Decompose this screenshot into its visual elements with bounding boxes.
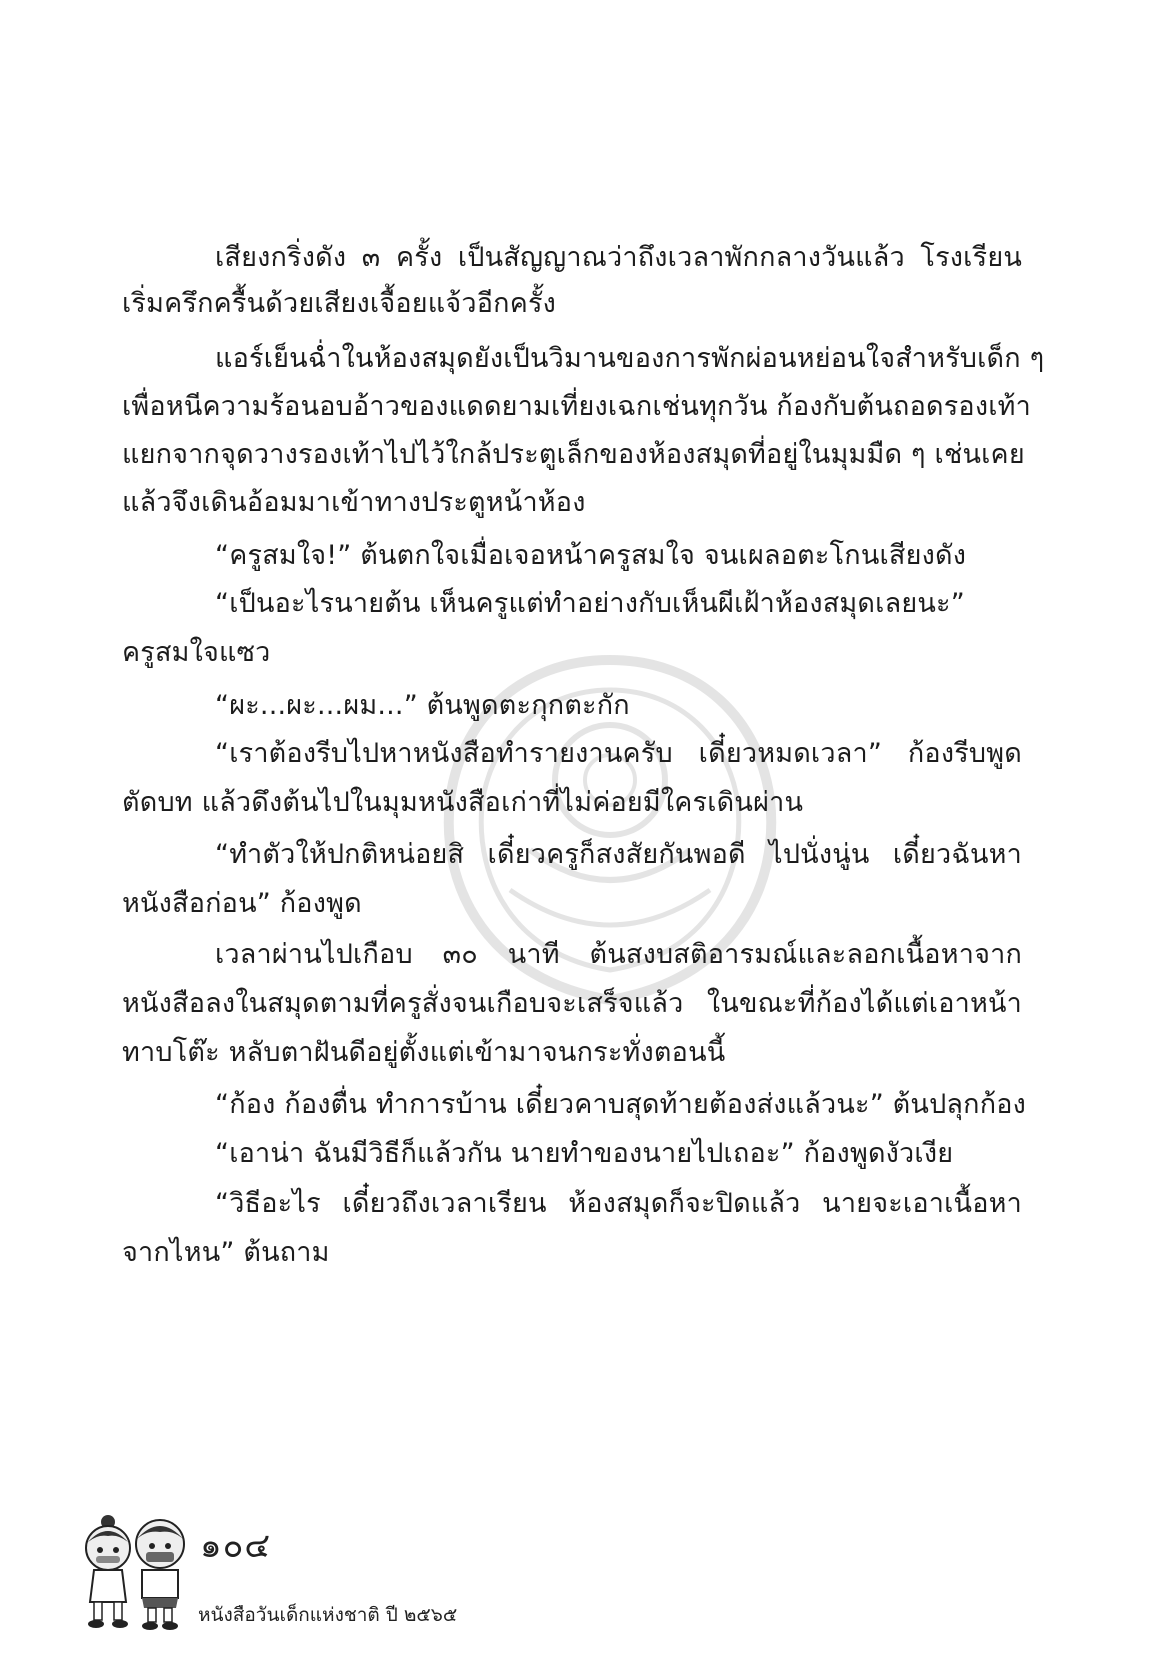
paragraph-line: หนังสือลงในสมุดตามที่ครูสั่งจนเกือบจะเสร็จแล้ว ในขณะที่ก้องได้แต่เอาหน้า: [122, 988, 1022, 1019]
page-footer: [78, 1512, 538, 1632]
cartoon-children-icon: [78, 1512, 198, 1632]
paragraph-line: เพื่อหนีความร้อนอบอ้าวของแดดยามเที่ยงเฉกเช่นทุกวัน ก้องกับต้นถอดรองเท้า: [122, 391, 1032, 422]
paragraph-line: “ผะ...ผะ...ผม...” ต้นพูดตะกุกตะกัก: [215, 690, 630, 721]
paragraph-line: แอร์เย็นฉ่ำในห้องสมุดยังเป็นวิมานของการพักผ่อนหย่อนใจสำหรับเด็ก ๆ: [215, 343, 1045, 374]
paragraph-line: หนังสือก่อน” ก้องพูด: [122, 888, 362, 919]
paragraph-line: เสียงกริ่งดัง ๓ ครั้ง เป็นสัญญาณว่าถึงเวลาพักกลางวันแล้ว โรงเรียน: [215, 242, 1022, 273]
paragraph-line: แล้วจึงเดินอ้อมมาเข้าทางประตูหน้าห้อง: [122, 487, 586, 518]
paragraph-line: จากไหน” ต้นถาม: [122, 1237, 330, 1268]
book-title: หนังสือวันเด็กแห่งชาติ ปี ๒๕๖๕: [198, 1604, 458, 1626]
paragraph-line: “เราต้องรีบไปหาหนังสือทำรายงานครับ เดี๋ยวหมดเวลา” ก้องรีบพูด: [215, 738, 1022, 769]
paragraph-line: เวลาผ่านไปเกือบ ๓๐ นาที ต้นสงบสติอารมณ์และลอกเนื้อหาจาก: [215, 939, 1022, 970]
paragraph-line: แยกจากจุดวางรองเท้าไปไว้ใกล้ประตูเล็กของห้องสมุดที่อยู่ในมุมมืด ๆ เช่นเคย: [122, 439, 1025, 470]
paragraph-line: ครูสมใจแซว: [122, 637, 271, 668]
paragraph-line: “ทำตัวให้ปกติหน่อยสิ เดี๋ยวครูก็สงสัยกันพอดี ไปนั่งนู่น เดี๋ยวฉันหา: [215, 839, 1022, 870]
paragraph-line: เริ่มครึกครื้นด้วยเสียงเจื้อยแจ้วอีกครั้ง: [122, 288, 557, 319]
paragraph-line: “เอาน่า ฉันมีวิธีก็แล้วกัน นายทำของนายไปเถอะ” ก้องพูดงัวเงีย: [215, 1138, 954, 1169]
paragraph-line: “วิธีอะไร เดี๋ยวถึงเวลาเรียน ห้องสมุดก็จะปิดแล้ว นายจะเอาเนื้อหา: [215, 1188, 1022, 1219]
paragraph-line: ทาบโต๊ะ หลับตาฝันดีอยู่ตั้งแต่เข้ามาจนกระทั่งตอนนี้: [122, 1037, 726, 1068]
paragraph-line: ตัดบท แล้วดึงต้นไปในมุมหนังสือเก่าที่ไม่ค่อยมีใครเดินผ่าน: [122, 787, 804, 818]
paragraph-line: “ก้อง ก้องตื่น ทำการบ้าน เดี๋ยวคาบสุดท้ายต้องส่งแล้วนะ” ต้นปลุกก้อง: [215, 1089, 1027, 1120]
page-number: ๑๐๔: [200, 1526, 272, 1566]
paragraph-line: “เป็นอะไรนายต้น เห็นครูแต่ทำอย่างกับเห็นผีเฝ้าห้องสมุดเลยนะ”: [215, 588, 965, 619]
paragraph-line: “ครูสมใจ!” ต้นตกใจเมื่อเจอหน้าครูสมใจ จนเผลอตะโกนเสียงดัง: [215, 540, 967, 571]
